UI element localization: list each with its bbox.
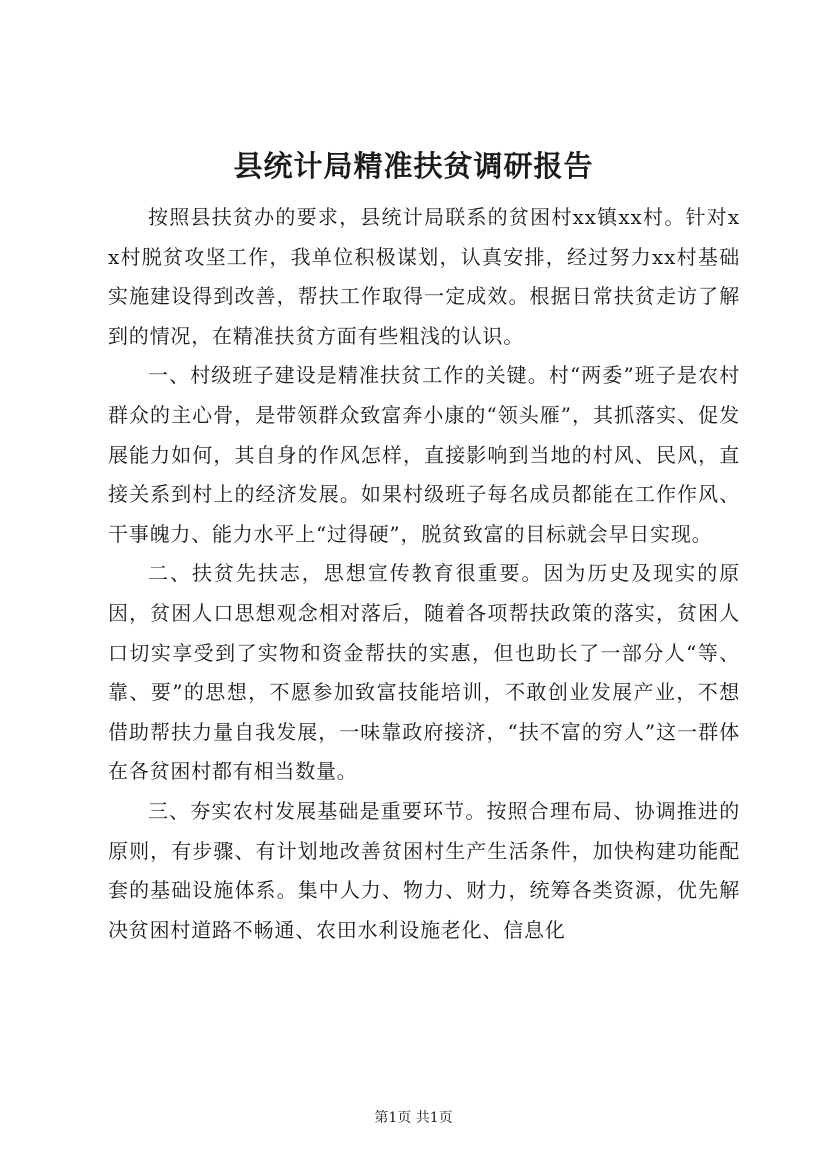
paragraph-point-2: 二、扶贫先扶志，思想宣传教育很重要。因为历史及现实的原因，贫困人口思想观念相对落后，随着各项帮扶政策的落实，贫困人口切实享受到了实物和资金帮扶的实惠，但也助长了一部分人“等、靠、要”的思想，不愿参加致富技能培训，不敢创业发展产业，不想借助帮扶力量自我发展，一味靠政府接济，“扶不富的穷人”这一群体在各贫困村都有相当数量。 bbox=[108, 561, 740, 784]
paragraph-intro: 按照县扶贫办的要求，县统计局联系的贫困村xx镇xx村。针对xx村脱贫攻坚工作，我单位积极谋划，认真安排，经过努力xx村基础实施建设得到改善，帮扶工作取得一定成效。根据日常扶贫走访了解到的情况，在精准扶贫方面有些粗浅的认识。 bbox=[108, 205, 740, 348]
page-number-footer: 第1页 共1页 bbox=[374, 1110, 453, 1126]
paragraph-point-1: 一、村级班子建设是精准扶贫工作的关键。村“两委”班子是农村群众的主心骨，是带领群众致富奔小康的“领头雁”，其抓落实、促发展能力如何，其自身的作风怎样，直接影响到当地的村风、民风，直接关系到村上的经济发展。如果村级班子每名成员都能在工作作风、干事魄力、能力水平上“过得硬”，脱贫致富的目标就会早日实现。 bbox=[108, 363, 740, 546]
document-body bbox=[108, 198, 740, 950]
document-title: 县统计局精准扶贫调研报告 bbox=[233, 149, 594, 183]
paragraph-point-3: 三、夯实农村发展基础是重要环节。按照合理布局、协调推进的原则，有步骤、有计划地改善贫困村生产生活条件，加快构建功能配套的基础设施体系。集中人力、物力、财力，统筹各类资源，优先解决贫困村道路不畅通、农田水利设施老化、信息化 bbox=[108, 798, 740, 942]
